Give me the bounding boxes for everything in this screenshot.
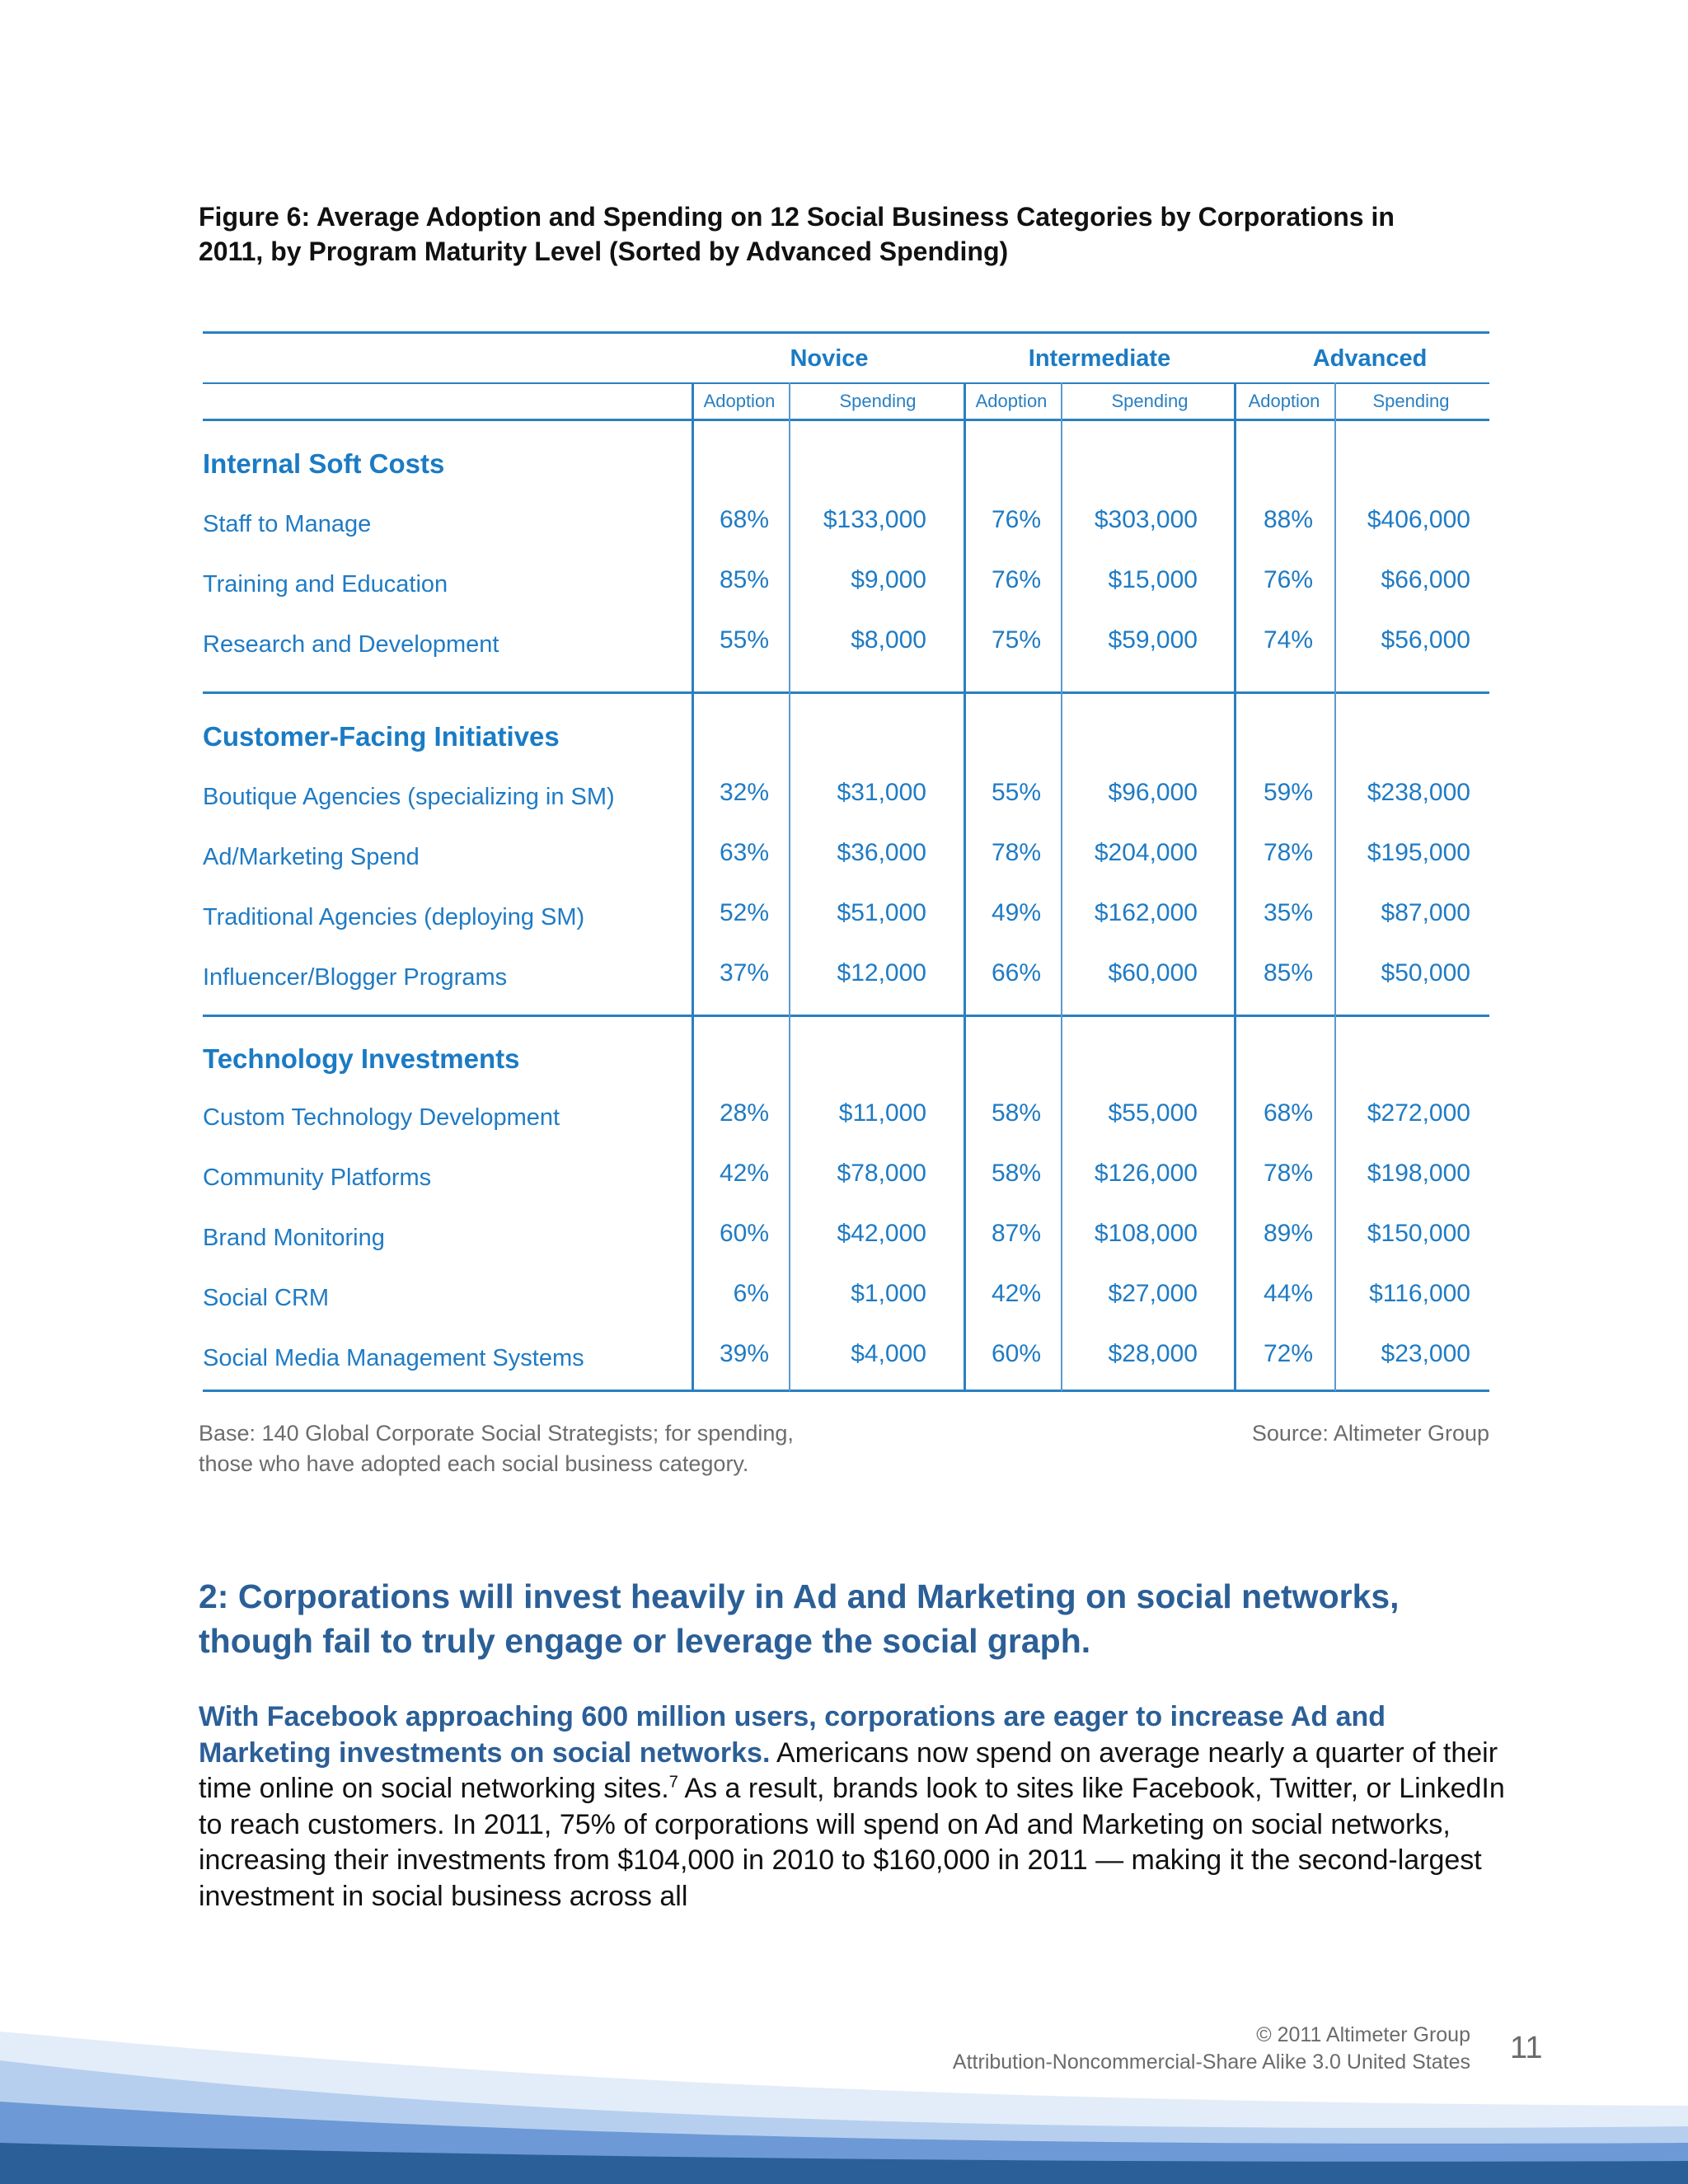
spending-value: $87,000 xyxy=(1381,899,1470,926)
adoption-value: 89% xyxy=(1263,1220,1313,1247)
subheader-adoption: Adoption xyxy=(703,391,776,411)
row-label: Custom Technology Development xyxy=(203,1104,560,1131)
adoption-value: 28% xyxy=(719,1099,769,1127)
figure-title-line-1: Figure 6: Average Adoption and Spending on 12 Social Business Categories by Corporations in xyxy=(199,202,1395,232)
spending-value: $42,000 xyxy=(837,1220,926,1247)
column-divider xyxy=(1061,382,1062,1391)
adoption-value: 58% xyxy=(991,1160,1041,1187)
adoption-value: 76% xyxy=(991,566,1041,593)
group-header-intermediate: Intermediate xyxy=(1028,345,1171,372)
adoption-value: 42% xyxy=(719,1160,769,1187)
adoption-value: 35% xyxy=(1263,899,1313,926)
license: Attribution-Noncommercial-Share Alike 3.0 United States xyxy=(952,2050,1470,2074)
spending-value: $36,000 xyxy=(837,839,926,866)
adoption-value: 55% xyxy=(991,779,1041,806)
row-label: Boutique Agencies (specializing in SM) xyxy=(203,784,615,810)
body-text-2: As a result, brands look to sites like Facebook, Twitter, or LinkedIn to reach customers. In 2011, 75% of corporations will spend on Ad and Marketing on social networks, increasing their investments from $104,000 in 2010 to $160,000 in 2011 — making it the second-largest investment in social business across all xyxy=(199,1773,1505,1912)
group-header-rule xyxy=(203,382,1489,384)
section-heading-line-2: though fail to truly engage or leverage the social graph. xyxy=(199,1622,1091,1660)
spending-value: $55,000 xyxy=(1108,1099,1198,1127)
spending-value: $12,000 xyxy=(837,959,926,987)
adoption-value: 68% xyxy=(1263,1099,1313,1127)
column-divider xyxy=(964,382,966,1391)
row-label: Research and Development xyxy=(203,631,499,658)
adoption-value: 85% xyxy=(719,566,769,593)
adoption-value: 68% xyxy=(719,506,769,533)
spending-value: $59,000 xyxy=(1108,626,1198,654)
adoption-value: 37% xyxy=(719,959,769,987)
row-label: Training and Education xyxy=(203,571,448,598)
adoption-value: 42% xyxy=(991,1280,1041,1307)
lead-sentence: With Facebook approaching 600 million users, corporations are eager to increase Ad and Marketing investments on social networks. xyxy=(199,1701,1386,1769)
adoption-value: 52% xyxy=(719,899,769,926)
adoption-value: 76% xyxy=(991,506,1041,533)
adoption-value: 60% xyxy=(991,1340,1041,1367)
adoption-value: 72% xyxy=(1263,1340,1313,1367)
spending-value: $28,000 xyxy=(1108,1340,1198,1367)
adoption-value: 55% xyxy=(719,626,769,654)
spending-value: $23,000 xyxy=(1381,1340,1470,1367)
spending-value: $303,000 xyxy=(1094,506,1198,533)
column-divider xyxy=(1234,382,1236,1391)
subheader-spending: Spending xyxy=(839,391,917,411)
section-bottom-rule xyxy=(203,691,1489,694)
row-label: Brand Monitoring xyxy=(203,1225,385,1251)
body-text-1: Americans now spend on average nearly a quarter of their time online on social networking sites. xyxy=(199,1736,1498,1804)
adoption-value: 76% xyxy=(1263,566,1313,593)
spending-value: $9,000 xyxy=(851,566,926,593)
adoption-value: 78% xyxy=(1263,1160,1313,1187)
table-top-rule xyxy=(203,331,1489,334)
spending-value: $50,000 xyxy=(1381,959,1470,987)
footnote-ref: 7 xyxy=(668,1773,678,1792)
spending-value: $133,000 xyxy=(823,506,926,533)
adoption-value: 6% xyxy=(733,1280,769,1307)
spending-value: $126,000 xyxy=(1094,1160,1198,1187)
adoption-value: 66% xyxy=(991,959,1041,987)
adoption-value: 44% xyxy=(1263,1280,1313,1307)
column-divider xyxy=(1334,382,1336,1391)
figure-title-line-2: 2011, by Program Maturity Level (Sorted by Advanced Spending) xyxy=(199,237,1009,266)
spending-value: $27,000 xyxy=(1108,1280,1198,1307)
copyright: © 2011 Altimeter Group xyxy=(1256,2023,1470,2046)
row-label: Social Media Management Systems xyxy=(203,1345,584,1371)
footer-text xyxy=(953,2022,1470,2076)
adoption-value: 58% xyxy=(991,1099,1041,1127)
adoption-value: 39% xyxy=(719,1340,769,1367)
section-title-internal-soft-costs: Internal Soft Costs xyxy=(203,448,445,479)
subheader-spending: Spending xyxy=(1372,391,1450,411)
figure-title xyxy=(199,199,1501,269)
spending-value: $11,000 xyxy=(838,1099,926,1127)
section-title-customer-facing-initiatives: Customer-Facing Initiatives xyxy=(203,721,560,752)
spending-value: $66,000 xyxy=(1381,566,1470,593)
base-note: Base: 140 Global Corporate Social Strategists; for spending, those who have adopted each social business category. xyxy=(199,1421,794,1476)
section-bottom-rule xyxy=(203,1390,1489,1392)
spending-value: $195,000 xyxy=(1367,839,1470,866)
group-header-novice: Novice xyxy=(790,345,869,372)
spending-value: $15,000 xyxy=(1108,566,1198,593)
spending-value: $31,000 xyxy=(837,779,926,806)
column-divider xyxy=(789,382,790,1391)
row-label: Staff to Manage xyxy=(203,511,372,537)
adoption-value: 60% xyxy=(719,1220,769,1247)
row-label: Influencer/Blogger Programs xyxy=(203,964,508,991)
adoption-value: 59% xyxy=(1263,779,1313,806)
adoption-value: 74% xyxy=(1263,626,1313,654)
spending-value: $238,000 xyxy=(1367,779,1470,806)
row-label: Community Platforms xyxy=(203,1165,432,1191)
row-label: Ad/Marketing Spend xyxy=(203,844,420,870)
column-divider xyxy=(692,382,694,1391)
section-bottom-rule xyxy=(203,1015,1489,1017)
section-title-technology-investments: Technology Investments xyxy=(203,1043,520,1074)
data-table xyxy=(203,331,1489,1390)
source-note: Source: Altimeter Group xyxy=(1251,1421,1489,1446)
section-heading-line-1: 2: Corporations will invest heavily in Ad and Marketing on social networks, xyxy=(199,1577,1400,1615)
adoption-value: 63% xyxy=(719,839,769,866)
adoption-value: 87% xyxy=(991,1220,1041,1247)
spending-value: $1,000 xyxy=(851,1280,926,1307)
spending-value: $4,000 xyxy=(851,1340,926,1367)
spending-value: $8,000 xyxy=(851,626,926,654)
spending-value: $116,000 xyxy=(1369,1280,1470,1307)
adoption-value: 78% xyxy=(1263,839,1313,866)
spending-value: $162,000 xyxy=(1094,899,1198,926)
body-paragraph xyxy=(199,1699,1517,1915)
spending-value: $150,000 xyxy=(1367,1220,1470,1247)
group-header-advanced: Advanced xyxy=(1312,345,1428,372)
spending-value: $56,000 xyxy=(1381,626,1470,654)
spending-value: $96,000 xyxy=(1108,779,1198,806)
spending-value: $406,000 xyxy=(1367,506,1470,533)
subheader-adoption: Adoption xyxy=(1248,391,1320,411)
subheader-spending: Spending xyxy=(1111,391,1189,411)
adoption-value: 85% xyxy=(1263,959,1313,987)
row-label: Traditional Agencies (deploying SM) xyxy=(203,904,585,930)
adoption-value: 75% xyxy=(991,626,1041,654)
section-heading xyxy=(199,1574,1517,1663)
spending-value: $78,000 xyxy=(837,1160,926,1187)
spending-value: $60,000 xyxy=(1108,959,1198,987)
spending-value: $272,000 xyxy=(1367,1099,1470,1127)
subheader-adoption: Adoption xyxy=(975,391,1048,411)
adoption-value: 32% xyxy=(719,779,769,806)
adoption-value: 88% xyxy=(1263,506,1313,533)
subheader-rule xyxy=(203,419,1489,421)
spending-value: $108,000 xyxy=(1094,1220,1198,1247)
row-label: Social CRM xyxy=(203,1285,330,1311)
adoption-value: 78% xyxy=(991,839,1041,866)
page-number: 11 xyxy=(1510,2031,1543,2065)
spending-value: $204,000 xyxy=(1094,839,1198,866)
spending-value: $198,000 xyxy=(1367,1160,1470,1187)
spending-value: $51,000 xyxy=(837,899,926,926)
adoption-value: 49% xyxy=(991,899,1041,926)
